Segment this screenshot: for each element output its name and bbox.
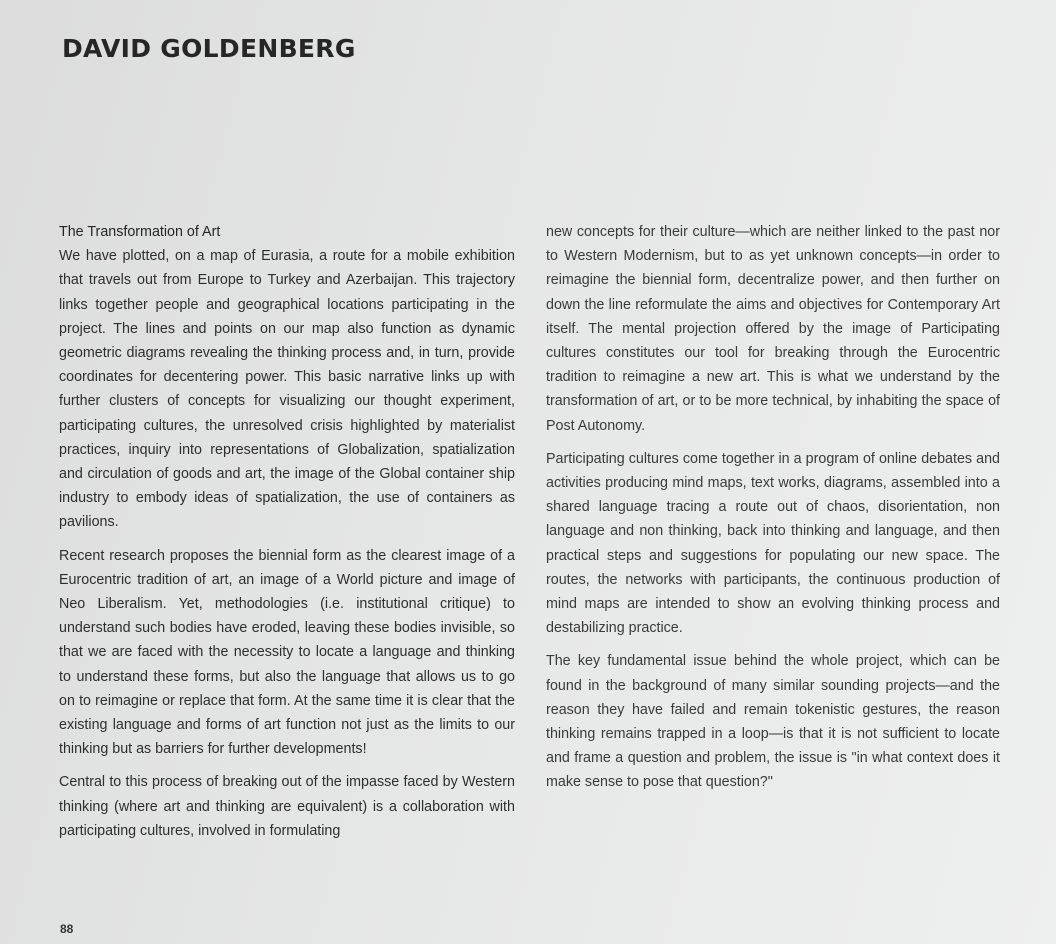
section-heading: The Transformation of Art — [59, 224, 221, 240]
paragraph: We have plotted, on a map of Eurasia, a route for a mobile exhibition that travels out from Europe to Turkey and Azerbaijan. This trajectory links together people and geographical locations participating in the project. The lines and points on our map also function as dynamic geometric diagrams revealing the thinking process and, in turn, provide coordinates for decentering power. This basic narrative links up with further clusters of concepts for visualizing our thought experiment, participating cultures, the unresolved crisis highlighted by materialist practices, inquiry into representations of Globalization, spatialization and circulation of goods and art, the image of the Global container ship industry to embody ideas of spatialization, the use of containers as pavilions. — [59, 248, 515, 531]
paragraph: Recent research proposes the biennial form as the clearest image of a Eurocentric tradition of art, an image of a World picture and image of Neo Liberalism. Yet, methodologies (i.e. institutional critique) to understand such bodies have eroded, leaving these bodies invisible, so that we are faced with the necessity to locate a language and thinking to understand these forms, but also the language that allows us to go on to reimagine or replace that form. At the same time it is clear that the existing language and forms of art function not just as the limits to our thinking but as barriers for further developments! — [59, 547, 515, 758]
right-column — [546, 220, 1000, 804]
left-column — [59, 220, 515, 852]
page-number: 88 — [60, 922, 74, 936]
page-title: DAVID GOLDENBERG — [62, 34, 356, 63]
paragraph: new concepts for their culture—which are neither linked to the past nor to Western Modernism, but to as yet unknown concepts—in order to reimagine the biennial form, decentralize power, and then further on down the line reformulate the aims and objectives for Contemporary Art itself. The mental projection offered by the image of Participating cultures constitutes our tool for breaking through the Eurocentric tradition to reimagine a new art. This is what we understand by the transformation of art, or to be more technical, by inhabiting the space of Post Autonomy. — [546, 224, 1000, 434]
paragraph: Participating cultures come together in a program of online debates and activities producing mind maps, text works, diagrams, assembled into a shared language tracing a route out of chaos, disorientation, non language and non thinking, back into thinking and language, and then practical steps and suggestions for populating our new space. The routes, the networks with participants, the continuous production of mind maps are intended to show an evolving thinking process and destabilizing practice. — [546, 450, 1000, 637]
paragraph: The key fundamental issue behind the whole project, which can be found in the background of many similar sounding projects—and the reason they have failed and remain tokenistic gestures, the reason thinking remains trapped in a loop—is that it is not sufficient to locate and frame a question and problem, the issue is "in what context does it make sense to pose that question?" — [546, 653, 1000, 791]
paragraph: Central to this process of breaking out of the impasse faced by Western thinking (where art and thinking are equivalent) is a collaboration with participating cultures, involved in formulating — [59, 774, 515, 839]
